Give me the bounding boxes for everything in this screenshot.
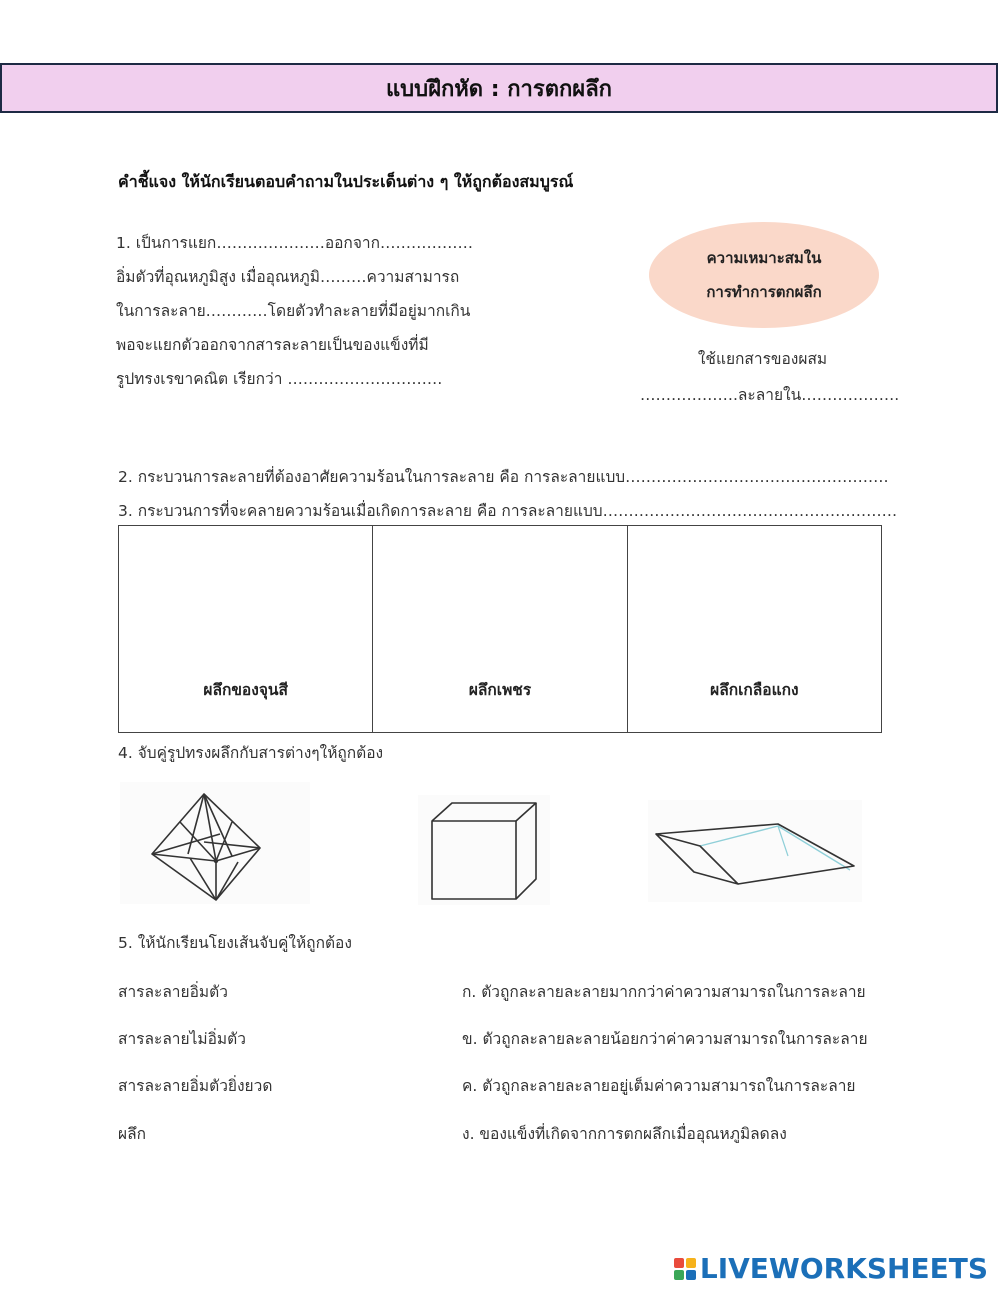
page-title: แบบฝึกหัด : การตกผลึก [385, 76, 612, 102]
crystal-cell-salt[interactable]: ผลึกเกลือแกง [627, 526, 881, 733]
question-3: 3. กระบวนการที่จะคลายความร้อนเมื่อเกิดการละลาย คือ การละลายแบบ………………………………………………… [118, 502, 898, 520]
question-1-line: พอจะแยกตัวออกจากสารละลายเป็นของแข็งที่มี [116, 336, 429, 354]
suitability-bubble [649, 222, 879, 328]
logo-blocks-icon [674, 1258, 696, 1280]
crystal-cell-diamond[interactable]: ผลึกเพชร [373, 526, 627, 733]
match-right-item[interactable]: ก. ตัวถูกละลายละลายมากกว่าค่าความสามารถในการละลาย [462, 983, 866, 1001]
prism-icon [648, 800, 862, 902]
liveworksheets-logo[interactable] [674, 1252, 988, 1285]
match-left-item[interactable]: สารละลายไม่อิ่มตัว [118, 1030, 246, 1048]
question-1-line: 1. เป็นการแยก…………………ออกจาก……………… [116, 234, 473, 252]
match-left-item[interactable]: ผลึก [118, 1125, 146, 1143]
question-5: 5. ให้นักเรียนโยงเส้นจับคู่ให้ถูกต้อง [118, 934, 352, 952]
match-right-item[interactable]: ข. ตัวถูกละลายละลายน้อยกว่าค่าความสามารถในการละลาย [462, 1030, 868, 1048]
cube-icon [418, 795, 550, 905]
use-line-1: ใช้แยกสารของผสม [697, 350, 828, 368]
instruction-text: คำชี้แจง ให้นักเรียนตอบคำถามในประเด็นต่าง ๆ ให้ถูกต้องสมบูรณ์ [118, 172, 574, 191]
title-bar [0, 63, 998, 113]
match-right-item[interactable]: ง. ของแข็งที่เกิดจากการตกผลึกเมื่ออุณหภูมิลดลง [462, 1125, 787, 1143]
octahedron-icon [120, 782, 310, 904]
question-1-line: รูปทรงเรขาคณิต เรียกว่า ………………………… [116, 370, 443, 388]
question-2: 2. กระบวนการละลายที่ต้องอาศัยความร้อนในการละลาย คือ การละลายแบบ…………………………………………… [118, 468, 889, 486]
question-1-line: อิ่มตัวที่อุณหภูมิสูง เมื่ออุณหภูมิ………ความสามารถ [116, 268, 460, 286]
crystal-table [118, 525, 882, 733]
use-line-2: ……………….ละลายใน………………. [640, 386, 900, 404]
bubble-line: ความเหมาะสมใน [706, 249, 822, 267]
prism-shape[interactable] [648, 800, 862, 902]
cube-shape[interactable] [418, 795, 550, 905]
match-left-item[interactable]: สารละลายอิ่มตัว [118, 983, 228, 1001]
logo-text: LIVEWORKSHEETS [699, 1252, 988, 1285]
question-1-line: ในการละลาย…………โดยตัวทำละลายที่มีอยู่มากเกิน [116, 302, 471, 320]
match-right-item[interactable]: ค. ตัวถูกละลายละลายอยู่เต็มค่าความสามารถในการละลาย [462, 1077, 856, 1095]
question-4: 4. จับคู่รูปทรงผลึกกับสารต่างๆให้ถูกต้อง [118, 744, 384, 762]
question-1 [116, 226, 473, 396]
match-left-item[interactable]: สารละลายอิ่มตัวยิ่งยวด [118, 1077, 273, 1095]
bubble-line: การทำการตกผลึก [706, 283, 822, 301]
crystal-cell-copper-sulfate[interactable]: ผลึกของจุนสี [119, 526, 373, 733]
octahedron-shape[interactable] [120, 782, 310, 904]
